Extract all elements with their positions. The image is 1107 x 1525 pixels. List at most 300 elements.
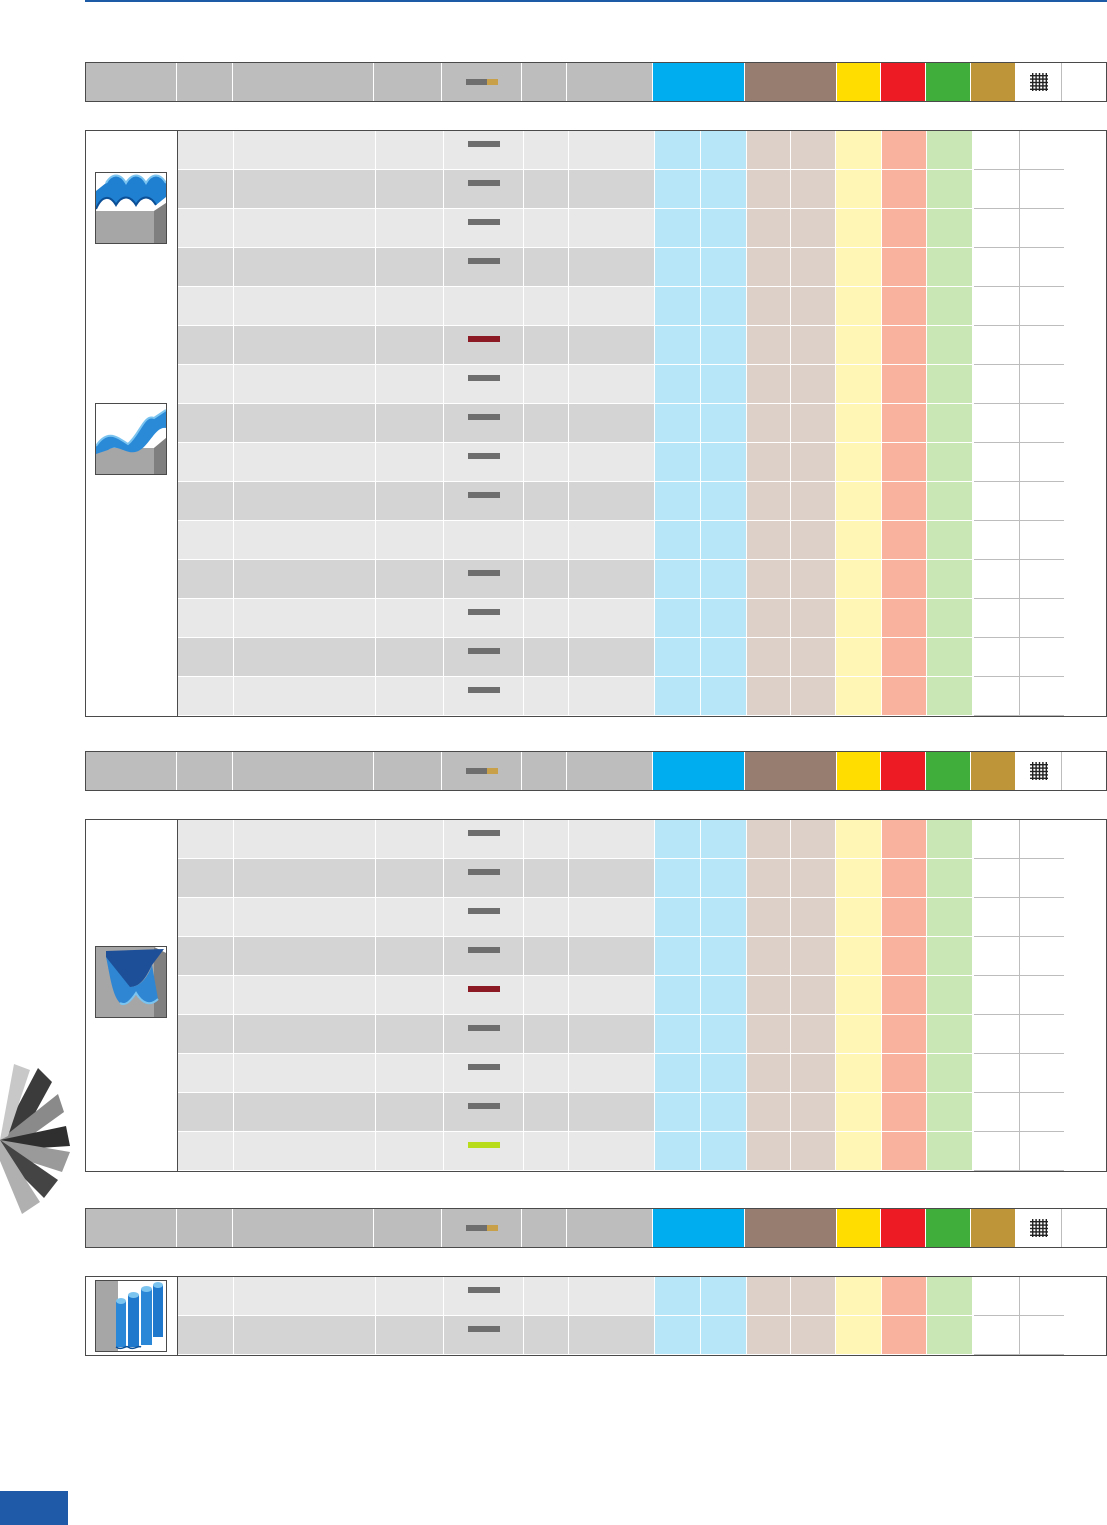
table-row xyxy=(178,287,1106,326)
material-cell xyxy=(836,1132,882,1171)
material-cell xyxy=(655,1015,701,1054)
groove-profile-icon xyxy=(95,946,167,1018)
material-cell xyxy=(836,599,882,638)
table-row xyxy=(178,1015,1106,1054)
table-cell xyxy=(1020,365,1064,404)
table-cell xyxy=(178,1093,234,1132)
table-cell xyxy=(178,404,234,443)
coating-mark xyxy=(468,947,500,953)
material-cell xyxy=(927,1132,973,1171)
product-table-3 xyxy=(85,1276,1107,1356)
table-cell xyxy=(1020,1093,1064,1132)
brown-material-icon xyxy=(745,752,837,790)
material-cell xyxy=(882,209,927,248)
table-cell xyxy=(569,638,655,677)
material-cell xyxy=(882,820,927,859)
table-cell xyxy=(524,365,569,404)
material-cell xyxy=(836,521,882,560)
coating-swatch-icon xyxy=(466,768,498,774)
product-table-2 xyxy=(85,819,1107,1172)
table-cell xyxy=(376,365,444,404)
material-cell xyxy=(655,638,701,677)
header-cell xyxy=(177,752,233,790)
table-cell xyxy=(569,404,655,443)
material-cell xyxy=(655,170,701,209)
material-cell xyxy=(927,599,973,638)
material-cell xyxy=(701,209,747,248)
table-cell xyxy=(524,937,569,976)
gold-material-icon xyxy=(971,1209,1016,1247)
material-cell xyxy=(836,1316,882,1355)
material-cell xyxy=(701,820,747,859)
table-cell xyxy=(524,1054,569,1093)
table-cell xyxy=(569,326,655,365)
table-cell xyxy=(178,898,234,937)
table-cell xyxy=(524,326,569,365)
material-cell xyxy=(927,404,973,443)
table-cell xyxy=(178,859,234,898)
table-cell xyxy=(569,976,655,1015)
table-cell xyxy=(444,859,524,898)
table-row xyxy=(178,1093,1106,1132)
material-cell xyxy=(701,976,747,1015)
header-cell xyxy=(442,1209,522,1247)
coating-mark xyxy=(468,1064,500,1070)
table-cell xyxy=(376,287,444,326)
material-cell xyxy=(927,638,973,677)
material-cell xyxy=(747,1015,791,1054)
material-cell xyxy=(882,599,927,638)
table-cell xyxy=(376,131,444,170)
table-cell xyxy=(376,560,444,599)
table-cell xyxy=(974,976,1020,1015)
material-cell xyxy=(701,599,747,638)
material-cell xyxy=(791,1132,836,1171)
table-row xyxy=(178,482,1106,521)
table-cell xyxy=(178,820,234,859)
table-cell xyxy=(1020,521,1064,560)
table-cell xyxy=(974,365,1020,404)
table-cell xyxy=(444,521,524,560)
table-cell xyxy=(1020,287,1064,326)
header-cell xyxy=(374,752,442,790)
header-cell xyxy=(442,63,522,101)
header-cell xyxy=(374,63,442,101)
coating-mark xyxy=(468,869,500,875)
material-cell xyxy=(791,1015,836,1054)
header-cell xyxy=(177,63,233,101)
material-cell xyxy=(701,443,747,482)
material-cell xyxy=(655,1277,701,1316)
table-cell xyxy=(376,1132,444,1171)
table-cell xyxy=(974,1132,1020,1171)
table-cell xyxy=(178,599,234,638)
coating-mark xyxy=(468,830,500,836)
table-cell xyxy=(1020,131,1064,170)
table-cell xyxy=(1020,976,1064,1015)
material-cell xyxy=(927,560,973,599)
material-cell xyxy=(927,1015,973,1054)
table-cell xyxy=(974,287,1020,326)
table-cell xyxy=(234,1015,376,1054)
table-cell xyxy=(444,209,524,248)
table-row xyxy=(178,170,1106,209)
material-cell xyxy=(882,638,927,677)
table-cell xyxy=(234,326,376,365)
table-cell xyxy=(376,1015,444,1054)
material-cell xyxy=(701,1054,747,1093)
material-cell xyxy=(927,1093,973,1132)
material-cell xyxy=(927,820,973,859)
column-header-2 xyxy=(85,751,1107,791)
table-row xyxy=(178,1316,1106,1355)
material-cell xyxy=(655,820,701,859)
header-cell xyxy=(442,752,522,790)
table-cell xyxy=(569,287,655,326)
header-cell xyxy=(233,1209,375,1247)
table-cell xyxy=(1020,170,1064,209)
table-cell xyxy=(1020,443,1064,482)
table-cell xyxy=(974,560,1020,599)
material-cell xyxy=(655,482,701,521)
table-cell xyxy=(444,820,524,859)
material-cell xyxy=(747,443,791,482)
table-cell xyxy=(234,859,376,898)
table-row xyxy=(178,326,1106,365)
table-cell xyxy=(178,365,234,404)
yellow-material-icon xyxy=(837,752,882,790)
table-cell xyxy=(1020,898,1064,937)
table-cell xyxy=(376,1316,444,1355)
material-cell xyxy=(927,170,973,209)
material-cell xyxy=(882,1015,927,1054)
material-cell xyxy=(747,287,791,326)
table-cell xyxy=(569,1316,655,1355)
material-cell xyxy=(927,248,973,287)
table-cell xyxy=(178,937,234,976)
material-cell xyxy=(701,1015,747,1054)
material-cell xyxy=(747,1277,791,1316)
table-cell xyxy=(974,937,1020,976)
material-cell xyxy=(791,1277,836,1316)
table-cell xyxy=(376,326,444,365)
header-cell xyxy=(1016,752,1062,790)
table-cell xyxy=(569,248,655,287)
material-cell xyxy=(655,248,701,287)
header-cell xyxy=(522,63,567,101)
material-cell xyxy=(791,131,836,170)
table-cell xyxy=(569,1093,655,1132)
material-cell xyxy=(836,820,882,859)
table-cell xyxy=(569,170,655,209)
table-cell xyxy=(524,1277,569,1316)
material-cell xyxy=(791,898,836,937)
material-cell xyxy=(791,599,836,638)
coating-mark xyxy=(468,336,500,342)
header-cell xyxy=(567,1209,653,1247)
rows-1 xyxy=(178,131,1106,716)
table-cell xyxy=(974,248,1020,287)
table-cell xyxy=(569,1132,655,1171)
table-cell xyxy=(376,677,444,716)
coating-mark xyxy=(468,1326,500,1332)
header-cell xyxy=(522,1209,567,1247)
blue-material-icon xyxy=(653,752,745,790)
table-cell xyxy=(524,1316,569,1355)
table-cell xyxy=(376,599,444,638)
table-cell xyxy=(1020,560,1064,599)
material-cell xyxy=(701,937,747,976)
material-cell xyxy=(927,677,973,716)
table-cell xyxy=(178,1015,234,1054)
material-cell xyxy=(836,976,882,1015)
table-cell xyxy=(524,170,569,209)
material-cell xyxy=(655,1316,701,1355)
table-cell xyxy=(178,521,234,560)
table-row xyxy=(178,560,1106,599)
material-cell xyxy=(701,1132,747,1171)
material-cell xyxy=(701,248,747,287)
table-cell xyxy=(1020,209,1064,248)
material-cell xyxy=(701,898,747,937)
material-cell xyxy=(836,443,882,482)
material-cell xyxy=(655,365,701,404)
gold-material-icon xyxy=(971,63,1016,101)
table-cell xyxy=(444,170,524,209)
table-cell xyxy=(234,820,376,859)
table-cell xyxy=(178,976,234,1015)
red-material-icon xyxy=(881,752,926,790)
material-cell xyxy=(927,365,973,404)
table-cell xyxy=(974,898,1020,937)
table-cell xyxy=(178,131,234,170)
table-cell xyxy=(974,1015,1020,1054)
header-cell xyxy=(1016,1209,1062,1247)
material-cell xyxy=(882,937,927,976)
grid-icon xyxy=(1030,73,1048,91)
material-cell xyxy=(747,976,791,1015)
material-cell xyxy=(927,1054,973,1093)
material-cell xyxy=(747,248,791,287)
material-cell xyxy=(882,170,927,209)
table-cell xyxy=(178,1132,234,1171)
table-cell xyxy=(1020,937,1064,976)
table-cell xyxy=(444,976,524,1015)
material-cell xyxy=(882,248,927,287)
table-cell xyxy=(524,638,569,677)
material-cell xyxy=(701,287,747,326)
material-cell xyxy=(882,898,927,937)
table-cell xyxy=(178,1054,234,1093)
material-cell xyxy=(882,1132,927,1171)
table-cell xyxy=(1020,638,1064,677)
table-cell xyxy=(569,1054,655,1093)
header-cell xyxy=(1062,752,1106,790)
product-table-1 xyxy=(85,130,1107,717)
table-cell xyxy=(234,521,376,560)
material-cell xyxy=(836,677,882,716)
material-cell xyxy=(747,638,791,677)
table-cell xyxy=(1020,599,1064,638)
table-cell xyxy=(974,521,1020,560)
rows-3 xyxy=(178,1277,1106,1355)
material-cell xyxy=(927,521,973,560)
material-cell xyxy=(701,482,747,521)
table-cell xyxy=(376,248,444,287)
table-row xyxy=(178,248,1106,287)
table-cell xyxy=(524,248,569,287)
table-cell xyxy=(444,1316,524,1355)
material-cell xyxy=(655,937,701,976)
material-cell xyxy=(882,404,927,443)
material-cell xyxy=(882,131,927,170)
table-cell xyxy=(234,898,376,937)
material-cell xyxy=(836,170,882,209)
material-cell xyxy=(791,1093,836,1132)
table-cell xyxy=(444,287,524,326)
table-cell xyxy=(569,937,655,976)
material-cell xyxy=(701,859,747,898)
material-cell xyxy=(836,1015,882,1054)
green-material-icon xyxy=(926,752,971,790)
material-cell xyxy=(882,482,927,521)
material-cell xyxy=(701,326,747,365)
table-row xyxy=(178,1054,1106,1093)
material-cell xyxy=(836,1093,882,1132)
table-cell xyxy=(234,482,376,521)
material-cell xyxy=(791,937,836,976)
table-cell xyxy=(1020,1132,1064,1171)
table-cell xyxy=(569,859,655,898)
yellow-material-icon xyxy=(837,1209,882,1247)
table-cell xyxy=(234,560,376,599)
material-cell xyxy=(791,248,836,287)
coating-mark xyxy=(468,141,500,147)
table-row xyxy=(178,599,1106,638)
material-cell xyxy=(655,560,701,599)
table-cell xyxy=(376,443,444,482)
table-cell xyxy=(376,820,444,859)
material-cell xyxy=(836,326,882,365)
material-cell xyxy=(791,326,836,365)
table-cell xyxy=(376,937,444,976)
table-cell xyxy=(569,820,655,859)
table-cell xyxy=(234,599,376,638)
material-cell xyxy=(747,1132,791,1171)
table-row xyxy=(178,820,1106,859)
table-cell xyxy=(444,1054,524,1093)
material-cell xyxy=(791,820,836,859)
page-corner-tab xyxy=(0,1491,68,1525)
table-cell xyxy=(569,898,655,937)
table-cell xyxy=(444,560,524,599)
table-cell xyxy=(1020,677,1064,716)
table-cell xyxy=(444,365,524,404)
table-cell xyxy=(376,209,444,248)
table-cell xyxy=(524,482,569,521)
table-cell xyxy=(444,404,524,443)
table-cell xyxy=(974,820,1020,859)
table-cell xyxy=(444,1015,524,1054)
cutter-tool-icon xyxy=(0,1060,80,1220)
green-material-icon xyxy=(926,1209,971,1247)
table-cell xyxy=(376,521,444,560)
corrugated-profile-icon xyxy=(95,172,167,244)
table-cell xyxy=(974,209,1020,248)
material-cell xyxy=(882,1316,927,1355)
table-cell xyxy=(524,404,569,443)
material-cell xyxy=(836,1054,882,1093)
table-cell xyxy=(444,638,524,677)
table-cell xyxy=(974,1054,1020,1093)
coating-mark xyxy=(468,414,500,420)
header-cell xyxy=(177,1209,233,1247)
material-cell xyxy=(701,404,747,443)
blue-material-icon xyxy=(653,63,745,101)
table-row xyxy=(178,1277,1106,1316)
material-cell xyxy=(655,1132,701,1171)
material-cell xyxy=(927,937,973,976)
table-cell xyxy=(1020,482,1064,521)
table-cell xyxy=(444,1132,524,1171)
table-cell xyxy=(234,1316,376,1355)
header-cell xyxy=(1016,63,1062,101)
header-cell xyxy=(522,752,567,790)
material-cell xyxy=(747,170,791,209)
table-cell xyxy=(234,1054,376,1093)
material-cell xyxy=(701,1093,747,1132)
table-row xyxy=(178,976,1106,1015)
table-cell xyxy=(234,937,376,976)
table-cell xyxy=(234,248,376,287)
material-cell xyxy=(882,859,927,898)
table-cell xyxy=(524,820,569,859)
header-cell xyxy=(374,1209,442,1247)
material-cell xyxy=(836,560,882,599)
material-cell xyxy=(655,898,701,937)
table-cell xyxy=(524,677,569,716)
material-cell xyxy=(836,287,882,326)
table-cell xyxy=(974,859,1020,898)
table-cell xyxy=(524,131,569,170)
top-rule xyxy=(85,0,1107,2)
table-cell xyxy=(524,898,569,937)
material-cell xyxy=(655,1093,701,1132)
material-cell xyxy=(927,898,973,937)
table-cell xyxy=(1020,1054,1064,1093)
table-row xyxy=(178,859,1106,898)
material-cell xyxy=(747,820,791,859)
material-cell xyxy=(747,677,791,716)
table-cell xyxy=(234,287,376,326)
material-cell xyxy=(747,482,791,521)
table-cell xyxy=(444,1277,524,1316)
table-cell xyxy=(974,638,1020,677)
header-cell xyxy=(1062,1209,1106,1247)
material-cell xyxy=(882,521,927,560)
material-cell xyxy=(701,1277,747,1316)
table-cell xyxy=(524,521,569,560)
table-row xyxy=(178,131,1106,170)
profile-image-column xyxy=(86,820,178,1171)
table-cell xyxy=(234,170,376,209)
material-cell xyxy=(791,560,836,599)
material-cell xyxy=(655,209,701,248)
table-cell xyxy=(974,482,1020,521)
header-cell xyxy=(86,1209,177,1247)
material-cell xyxy=(791,170,836,209)
material-cell xyxy=(655,1054,701,1093)
